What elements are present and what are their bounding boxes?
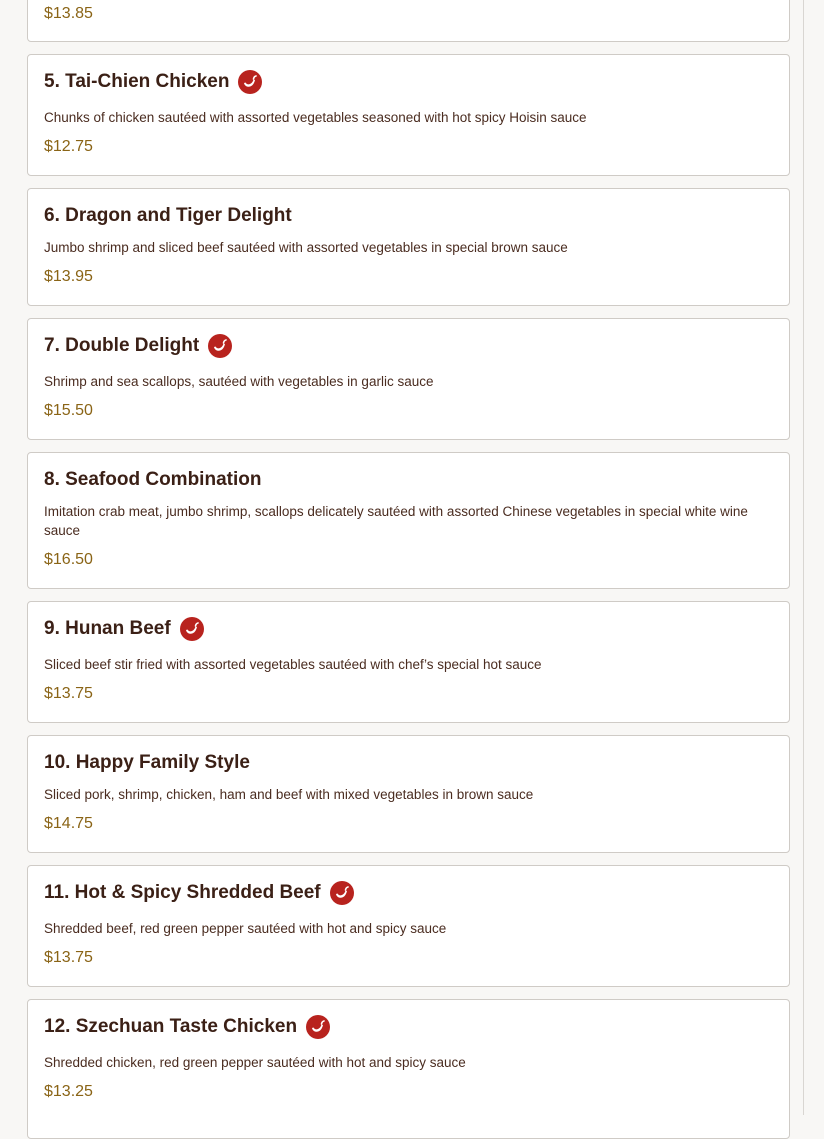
item-name: 10. Happy Family Style (44, 752, 250, 773)
item-price: $13.95 (44, 268, 93, 285)
item-name: 7. Double Delight (44, 335, 200, 356)
item-price: $12.75 (44, 138, 93, 155)
item-price: $13.75 (44, 685, 93, 702)
item-title-row (44, 750, 250, 776)
chili-pepper-icon (208, 334, 232, 358)
menu-item-card[interactable] (27, 54, 790, 176)
item-description: Shredded beef, red green pepper sautéed with hot and spicy sauce (44, 921, 447, 936)
item-name: 11. Hot & Spicy Shredded Beef (44, 882, 321, 903)
item-price: $14.75 (44, 815, 93, 832)
item-description: Sliced beef stir fried with assorted vegetables sautéed with chef’s special hot sauce (44, 657, 542, 672)
chili-pepper-icon (180, 617, 204, 641)
item-price: $13.75 (44, 949, 93, 966)
item-name: 8. Seafood Combination (44, 469, 262, 490)
item-description: Shredded chicken, red green pepper sautéed with hot and spicy sauce (44, 1055, 466, 1070)
chili-pepper-icon (330, 881, 354, 905)
item-name: 12. Szechuan Taste Chicken (44, 1016, 298, 1037)
item-description: Chunks of chicken sautéed with assorted vegetables seasoned with hot spicy Hoisin sauce (44, 110, 587, 125)
item-price: $16.50 (44, 551, 93, 568)
item-description: Imitation crab meat, jumbo shrimp, scallops delicately sautéed with assorted Chinese vegetables in special white wine sauce (44, 504, 748, 538)
menu-item-card[interactable] (27, 865, 790, 987)
item-title-row (44, 333, 232, 359)
item-name: 6. Dragon and Tiger Delight (44, 205, 292, 226)
item-description: Sliced pork, shrimp, chicken, ham and beef with mixed vegetables in brown sauce (44, 787, 534, 802)
chili-pepper-icon (306, 1015, 330, 1039)
item-title-row (44, 203, 292, 229)
menu-item-card[interactable] (27, 999, 790, 1139)
menu-item-card[interactable] (27, 452, 790, 589)
item-price: $13.25 (44, 1083, 93, 1100)
scrollbar-track[interactable] (803, 0, 804, 1115)
chili-pepper-icon (238, 70, 262, 94)
item-title-row (44, 880, 354, 906)
menu-item-card[interactable] (27, 735, 790, 853)
item-title-row (44, 1014, 330, 1040)
item-title-row (44, 616, 204, 642)
menu-item-card-partial[interactable] (27, 0, 790, 42)
menu-item-card[interactable] (27, 318, 790, 440)
item-name: 5. Tai-Chien Chicken (44, 71, 230, 92)
item-price: $15.50 (44, 402, 93, 419)
item-description: Jumbo shrimp and sliced beef sautéed with assorted vegetables in special brown sauce (44, 240, 568, 255)
item-title-row (44, 467, 261, 493)
item-price: $13.85 (44, 5, 93, 22)
item-title-row (44, 69, 262, 95)
menu-item-card[interactable] (27, 188, 790, 306)
item-name: 9. Hunan Beef (44, 618, 171, 639)
menu-item-card[interactable] (27, 601, 790, 723)
item-description: Shrimp and sea scallops, sautéed with vegetables in garlic sauce (44, 374, 434, 389)
